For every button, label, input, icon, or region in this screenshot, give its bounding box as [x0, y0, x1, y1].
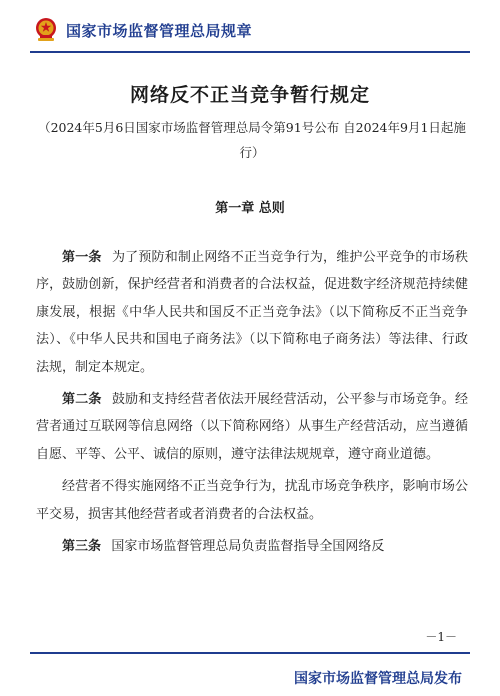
article-text: 国家市场监督管理总局负责监督指导全国网络反 [111, 539, 385, 555]
page-header [0, 0, 500, 60]
chapter-heading: 第一章 总则 [215, 201, 285, 216]
national-emblem-icon [35, 17, 57, 43]
header-divider [30, 51, 470, 53]
document-title: 网络反不正当竞争暂行规定 [129, 84, 370, 106]
article-text: 鼓励和支持经营者依法开展经营活动，公平参与市场竞争。经营者通过互联网等信息网络（以下简称网络）从事生产经营活动，应当遵循自愿、平等、公平、诚信的原则，遵守法律法规规章，遵守商业道德。 [36, 392, 468, 462]
article-text: 经营者不得实施网络不正当竞争行为，扰乱市场竞争秩序，影响市场公平交易，损害其他经营者或者消费者的合法权益。 [36, 479, 468, 522]
document-subtitle: （2024年5月6日国家市场监督管理总局令第91号公布 自2024年9月1日起施行） [38, 120, 466, 160]
header-title: 国家市场监督管理总局规章 [66, 22, 253, 40]
article-paragraph [36, 386, 468, 468]
article-paragraph [36, 533, 468, 560]
article-paragraph [36, 244, 468, 381]
footer-publisher: 国家市场监督管理总局发布 [294, 671, 462, 687]
article-text: 为了预防和制止网络不正当竞争行为，维护公平竞争的市场秩序，鼓励创新，保护经营者和消费者的合法权益，促进数字经济规范持续健康发展，根据《中华人民共和国反不正当竞争法》（以下简称反不正当竞争法）、《中华人民共和国电子商务法》（以下简称电子商务法）等法律、行政法规，制定本规定。 [36, 250, 468, 375]
article-label: 第一条 [62, 250, 102, 265]
article-label: 第二条 [62, 392, 102, 408]
document-body [36, 244, 468, 560]
page-number: －1－ [425, 630, 457, 644]
article-paragraph [36, 473, 468, 528]
footer-divider [30, 652, 470, 654]
article-label: 第三条 [62, 539, 102, 555]
